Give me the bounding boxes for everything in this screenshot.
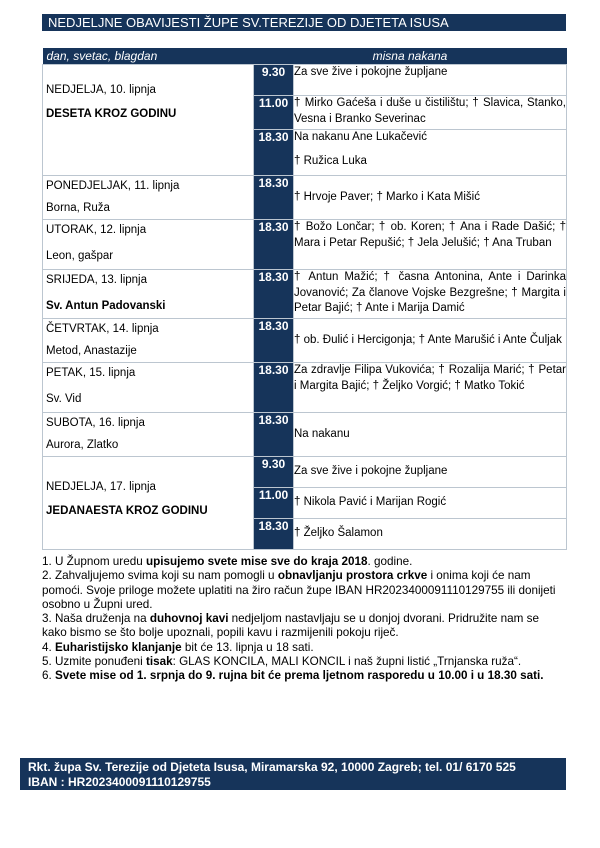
- note-highlight: obnavljanju prostora crkve: [277, 569, 428, 583]
- announcement-item: [42, 641, 566, 655]
- table-row: [43, 176, 567, 220]
- parish-footer: [20, 758, 566, 790]
- mass-time: 18.30: [254, 363, 294, 413]
- table-row: [43, 220, 567, 270]
- day-date: PETAK, 15. lipnja: [46, 367, 136, 379]
- page-title: NEDJELJNE OBAVIJESTI ŽUPE SV.TEREZIJE OD DJETETA ISUSA: [42, 14, 566, 31]
- mass-intention: † Hrvoje Paver; † Marko i Kata Mišić: [294, 176, 567, 220]
- mass-intention-line: Na nakanu Ane Lukačević: [294, 131, 427, 143]
- day-cell: [43, 457, 254, 550]
- table-header-row: [43, 48, 567, 65]
- table-row: [43, 65, 567, 96]
- header-day: dan, svetac, blagdan: [43, 48, 254, 65]
- day-cell: [43, 176, 254, 220]
- mass-intention: Na nakanu: [294, 413, 567, 457]
- day-cell: [43, 270, 254, 319]
- day-cell: [43, 65, 254, 176]
- mass-schedule-table: [42, 48, 567, 550]
- day-date: NEDJELJA, 10. lipnja: [46, 84, 156, 96]
- day-date: UTORAK, 12. lipnja: [46, 224, 147, 236]
- mass-time: 11.00: [254, 488, 294, 519]
- day-saints: Leon, gašpar: [46, 250, 114, 262]
- note-text: nedjeljom nastavljaju se u donjoj dvorani. Pridružite nam se kako bismo se što bolje upoznali, popili kavu i razmijenili pokoju riječ.: [42, 612, 539, 640]
- note-text: 3. Naša druženja na: [42, 612, 150, 626]
- day-cell: [43, 319, 254, 363]
- day-cell: [43, 220, 254, 270]
- table-row: [43, 413, 567, 457]
- mass-time: 18.30: [254, 270, 294, 319]
- note-highlight: Svete mise od 1. srpnja do 9. rujna bit će prema ljetnom rasporedu u 10.00 i u 18.30 sati.: [55, 669, 544, 683]
- mass-time: 9.30: [254, 65, 294, 96]
- announcement-item: [42, 555, 566, 569]
- mass-intention: † ob. Đulić i Hercigonja; † Ante Marušić i Ante Čuljak: [294, 319, 567, 363]
- note-text: i onima koji će nam pomoći. Svoje priloge možete uplatiti na žiro račun župe IBAN HR2023400091110129755 ili donijeti osobno u Župni ured.: [42, 569, 556, 611]
- mass-intention: † Mirko Gaćeša i duše u čistilištu; † Slavica, Stanko, Vesna i Branko Severinac: [294, 96, 567, 130]
- day-date: NEDJELJA, 17. lipnja: [46, 481, 156, 493]
- table-row: [43, 319, 567, 363]
- day-date: SRIJEDA, 13. lipnja: [46, 274, 147, 286]
- note-text: : GLAS KONCILA, MALI KONCIL i naš župni listić „Trnjanska ruža“.: [172, 655, 522, 669]
- mass-intention: † Antun Mažić; † časna Antonina, Ante i Darinka Jovanović; Za članove Vojske Bezgrešne; † Margita i Petar Bajić; † Ante i Marija Damić: [294, 270, 567, 319]
- mass-intention: Za sve žive i pokojne župljane: [294, 457, 567, 488]
- mass-intention: Za zdravlje Filipa Vukovića; † Rozalija Marić; † Petar i Margita Bajić; † Željko Vorgić; † Matko Tokić: [294, 363, 567, 413]
- day-saints: Metod, Anastazije: [46, 345, 137, 357]
- announcement-item: [42, 612, 566, 641]
- day-cell: [43, 363, 254, 413]
- note-highlight: upisujemo svete mise sve do kraja 2018: [145, 555, 368, 568]
- note-text: 1. U Župnom uredu: [42, 555, 146, 568]
- day-saints: Aurora, Zlatko: [46, 439, 119, 451]
- day-date: SUBOTA, 16. lipnja: [46, 417, 145, 429]
- mass-intention: [294, 130, 567, 176]
- mass-intention-line: † Ružica Luka: [294, 154, 367, 167]
- note-text: 4.: [42, 640, 55, 654]
- day-feast: JEDANAESTA KROZ GODINU: [46, 505, 208, 517]
- mass-time: 18.30: [254, 130, 294, 176]
- mass-time: 18.30: [254, 413, 294, 457]
- table-row: [43, 363, 567, 413]
- day-saints: Borna, Ruža: [46, 202, 110, 214]
- mass-time: 18.30: [254, 176, 294, 220]
- note-highlight: duhovnoj kavi: [149, 612, 229, 626]
- note-text: bit će 13. lipnja u 18 sati.: [181, 640, 314, 654]
- note-text: 2. Zahvaljujemo svima koji su nam pomogli u: [42, 569, 278, 583]
- header-intention: misna nakana: [254, 48, 567, 65]
- mass-time: 11.00: [254, 96, 294, 130]
- mass-intention: Za sve žive i pokojne župljane: [294, 65, 567, 96]
- day-date: ČETVRTAK, 14. lipnja: [46, 323, 159, 335]
- mass-intention: † Božo Lončar; † ob. Koren; † Ana i Rade Dašić; † Mara i Petar Repušić; † Jela Jelušić; † Ana Truban: [294, 220, 567, 270]
- mass-time: 18.30: [254, 319, 294, 363]
- announcement-item: [42, 569, 566, 612]
- footer-iban: IBAN : HR2023400091110129755: [28, 775, 211, 789]
- note-highlight: tisak: [145, 655, 173, 669]
- mass-intention: † Nikola Pavić i Marijan Rogić: [294, 488, 567, 519]
- announcement-item: [42, 669, 566, 683]
- table-row: [43, 270, 567, 319]
- announcement-item: [42, 655, 566, 669]
- note-text: . godine.: [367, 555, 413, 568]
- note-highlight: Euharistijsko klanjanje: [55, 640, 182, 654]
- day-date: PONEDJELJAK, 11. lipnja: [46, 180, 180, 192]
- footer-address: Rkt. župa Sv. Terezije od Djeteta Isusa, Miramarska 92, 10000 Zagreb; tel. 01/ 6170 525: [28, 760, 516, 774]
- note-text: 5. Uzmite ponuđeni: [42, 655, 146, 669]
- day-cell: [43, 413, 254, 457]
- day-saints: Sv. Vid: [46, 393, 82, 405]
- mass-time: 18.30: [254, 220, 294, 270]
- mass-intention: † Željko Šalamon: [294, 519, 567, 550]
- table-row: [43, 457, 567, 488]
- day-feast: Sv. Antun Padovanski: [46, 300, 166, 312]
- announcements: [42, 555, 566, 684]
- note-text: 6.: [42, 669, 55, 683]
- day-feast: DESETA KROZ GODINU: [46, 108, 177, 120]
- mass-time: 18.30: [254, 519, 294, 550]
- mass-time: 9.30: [254, 457, 294, 488]
